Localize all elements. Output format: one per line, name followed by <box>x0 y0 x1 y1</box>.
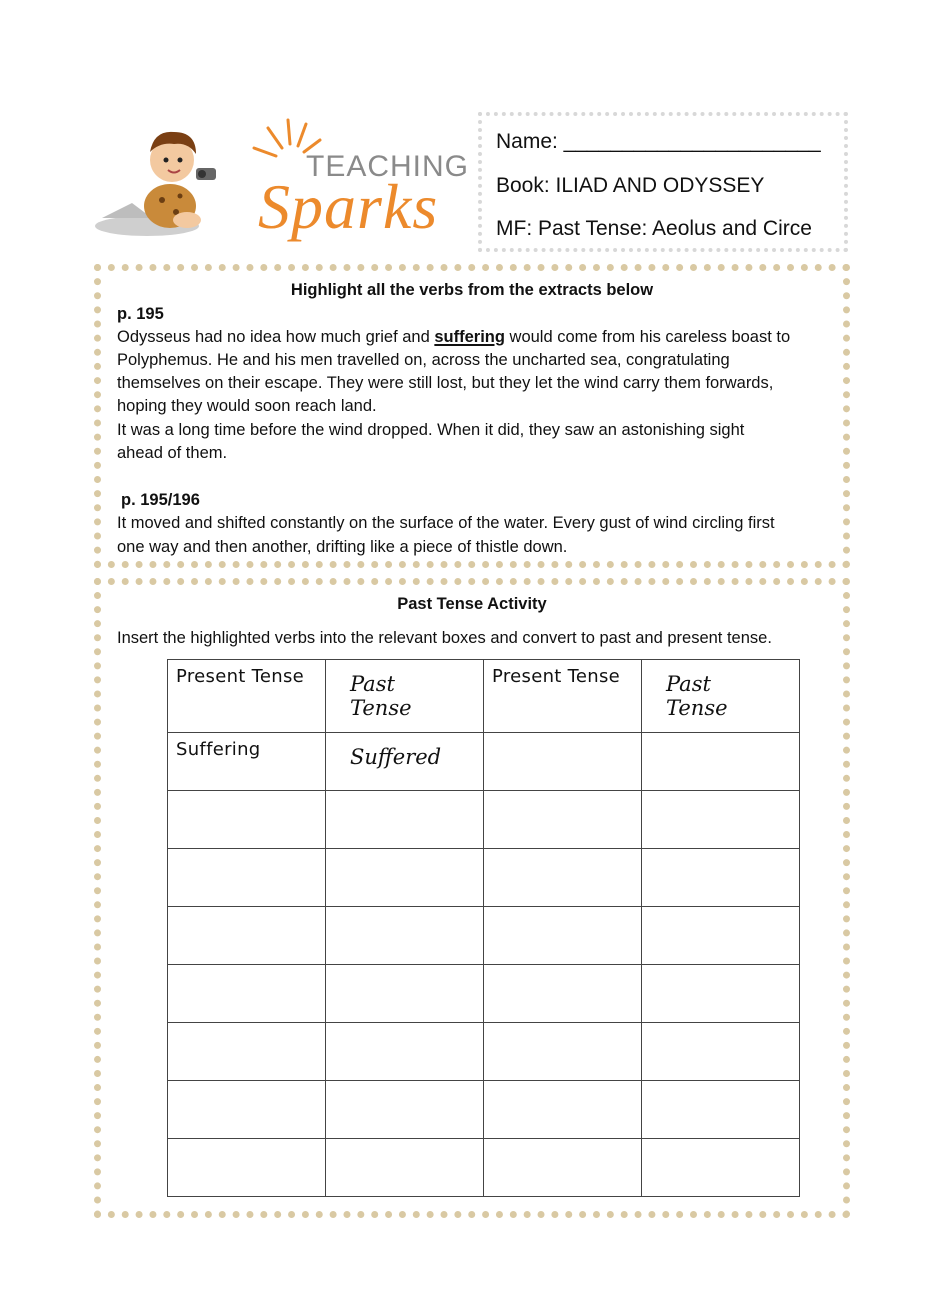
table-header-cell <box>168 660 326 733</box>
extracts-title: Highlight all the verbs from the extracts below <box>290 281 654 299</box>
table-cell[interactable] <box>642 1081 800 1139</box>
table-row <box>168 1139 800 1197</box>
table-header-row <box>168 660 800 733</box>
example-present-verb: Suffering <box>176 739 261 760</box>
table-row <box>168 1023 800 1081</box>
header-past-tense-1: Past Tense <box>350 672 412 720</box>
verb-tense-table <box>167 659 800 1197</box>
table-header-cell <box>326 660 484 733</box>
extract-1-line-4: hoping they would soon reach land. <box>117 397 377 415</box>
book-title: Book: ILIAD AND ODYSSEY <box>496 174 765 197</box>
extract-1-line-6: ahead of them. <box>117 444 228 462</box>
extract-1-line-2: Polyphemus. He and his men travelled on, across the uncharted sea, congratulating <box>117 351 730 369</box>
table-cell[interactable] <box>642 965 800 1023</box>
student-info-box <box>478 112 848 252</box>
table-cell[interactable] <box>326 733 484 791</box>
extract-1-line-1-start: Odysseus had no idea how much grief and <box>117 328 435 346</box>
table-cell[interactable] <box>484 965 642 1023</box>
table-cell[interactable] <box>168 1139 326 1197</box>
extract-1-page-label: p. 195 <box>117 305 164 323</box>
table-cell[interactable] <box>642 849 800 907</box>
table-row <box>168 791 800 849</box>
table-row <box>168 1081 800 1139</box>
table-row <box>168 733 800 791</box>
highlighted-verb-suffering: suffering <box>434 328 505 346</box>
table-cell[interactable] <box>484 907 642 965</box>
table-cell[interactable] <box>484 1139 642 1197</box>
table-cell[interactable] <box>326 791 484 849</box>
table-cell[interactable] <box>326 965 484 1023</box>
table-cell[interactable] <box>168 849 326 907</box>
extract-2-line-2: one way and then another, drifting like a piece of thistle down. <box>117 538 568 556</box>
table-cell[interactable] <box>642 733 800 791</box>
table-row <box>168 965 800 1023</box>
table-header-cell <box>484 660 642 733</box>
logo-teaching-text: TEACHING <box>306 150 470 183</box>
table-cell[interactable] <box>326 907 484 965</box>
table-header-cell <box>642 660 800 733</box>
table-cell[interactable] <box>642 1139 800 1197</box>
table-cell[interactable] <box>168 733 326 791</box>
table-cell[interactable] <box>326 849 484 907</box>
table-cell[interactable] <box>484 1023 642 1081</box>
table-row <box>168 849 800 907</box>
activity-instruction: Insert the highlighted verbs into the relevant boxes and convert to past and present tense. <box>117 629 772 647</box>
table-cell[interactable] <box>168 1023 326 1081</box>
extracts-panel <box>94 264 850 568</box>
table-cell[interactable] <box>168 791 326 849</box>
table-cell[interactable] <box>484 733 642 791</box>
extract-1-line-1 <box>117 326 790 349</box>
table-cell[interactable] <box>484 849 642 907</box>
extract-1-line-1-end: would come from his careless boast to <box>504 328 791 346</box>
table-cell[interactable] <box>642 907 800 965</box>
table-cell[interactable] <box>484 1081 642 1139</box>
header-present-tense-2: Present Tense <box>492 666 621 687</box>
worksheet-topic: MF: Past Tense: Aeolus and Circe <box>496 217 812 240</box>
activity-panel <box>94 578 850 1218</box>
extract-2-page-label: p. 195/196 <box>121 491 200 509</box>
table-cell[interactable] <box>168 907 326 965</box>
table-cell[interactable] <box>484 791 642 849</box>
name-field[interactable]: Name: ______________________ <box>496 130 821 153</box>
teaching-sparks-logo <box>92 108 470 248</box>
header-past-tense-2: Past Tense <box>666 672 728 720</box>
table-cell[interactable] <box>326 1081 484 1139</box>
activity-title: Past Tense Activity <box>397 595 547 613</box>
example-past-verb: Suffered <box>350 745 442 769</box>
table-cell[interactable] <box>168 965 326 1023</box>
table-cell[interactable] <box>168 1081 326 1139</box>
extract-1-line-5: It was a long time before the wind dropped. When it did, they saw an astonishing sight <box>117 421 745 439</box>
table-cell[interactable] <box>326 1023 484 1081</box>
table-cell[interactable] <box>642 1023 800 1081</box>
extract-2-line-1: It moved and shifted constantly on the surface of the water. Every gust of wind circling first <box>117 514 775 532</box>
extract-1-line-3: themselves on their escape. They were still lost, but they let the wind carry them forwards, <box>117 374 774 392</box>
table-row <box>168 907 800 965</box>
logo-sparks-text: Sparks <box>258 171 439 242</box>
table-cell[interactable] <box>326 1139 484 1197</box>
table-cell[interactable] <box>642 791 800 849</box>
header-present-tense-1: Present Tense <box>176 666 305 687</box>
